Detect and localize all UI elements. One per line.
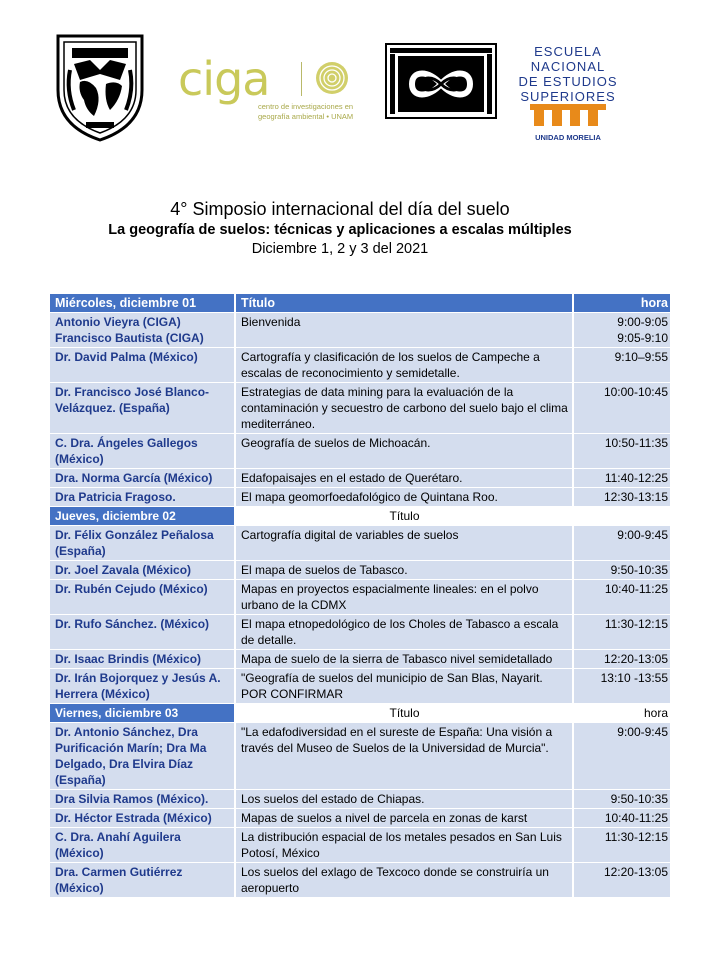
time-cell: 10:40-11:25 [572, 580, 670, 614]
day2-col-title: Título [234, 507, 572, 525]
speaker-cell: Dr. Joel Zavala (México) [55, 563, 192, 577]
time-cell: 12:20-13:05 [572, 650, 670, 668]
ciga-logo [178, 54, 378, 124]
day1-col-title: Título [234, 294, 572, 312]
table-row [50, 790, 670, 809]
talk-title-cell: Los suelos del exlago de Texcoco donde se construiría un aeropuerto [234, 863, 572, 897]
enes-line-2: NACIONAL [530, 59, 606, 74]
time-cell: 9:00-9:45 [572, 723, 670, 789]
speaker-cell: Dr. Irán Bojorquez y Jesús A. Herrera (México) [55, 671, 221, 701]
day3-header-row [50, 704, 670, 723]
time-cell: 13:10 -13:55 [572, 669, 670, 703]
table-row [50, 348, 670, 383]
time-cell: 10:00-10:45 [572, 383, 670, 433]
event-dates: Diciembre 1, 2 y 3 del 2021 [251, 241, 429, 257]
speaker-cell: Dr. Rubén Cejudo (México) [55, 582, 208, 596]
talk-title-cell: Mapa de suelo de la sierra de Tabasco nivel semidetallado [234, 650, 572, 668]
talk-title-cell: Mapas en proyectos espacialmente lineales: en el polvo urbano de la CDMX [234, 580, 572, 614]
talk-title-cell: Estrategias de data mining para la evaluación de la contaminación y secuestro de carbono del suelo bajo el clima mediterráneo. [234, 383, 572, 433]
logo-bar [0, 0, 720, 160]
speaker-cell: Dr. Rufo Sánchez. (México) [55, 617, 210, 631]
time-cell: 11:30-12:15 [572, 828, 670, 862]
speaker-cell: Dr. Isaac Brindis (México) [55, 652, 202, 666]
talk-title-cell: El mapa etnopedológico de los Choles de Tabasco a escala de detalle. [234, 615, 572, 649]
talk-title-cell: Geografía de suelos de Michoacán. [234, 434, 572, 468]
day2-col-time [572, 507, 670, 525]
talk-title-cell: "La edafodiversidad en el sureste de España: Una visión a través del Museo de Suelos de la Universidad de Murcia". [234, 723, 572, 789]
time-cell: 12:20-13:05 [572, 863, 670, 897]
speaker-cell: Dr. Héctor Estrada (México) [55, 811, 212, 825]
talk-title-cell: El mapa de suelos de Tabasco. [234, 561, 572, 579]
schedule-table [50, 294, 670, 898]
day3-label: Viernes, diciembre 03 [55, 706, 179, 720]
table-row [50, 383, 670, 434]
speaker-cell: Dra. Norma García (México) [55, 471, 213, 485]
day3-col-title: Título [234, 704, 572, 722]
time-cell [572, 313, 670, 347]
speaker-cell: Antonio Vieyra (CIGA) Francisco Bautista (CIGA) [55, 315, 204, 345]
table-row [50, 526, 670, 561]
table-row [50, 488, 670, 507]
speaker-cell: C. Dra. Ángeles Gallegos (México) [55, 436, 198, 466]
time-cell: 9:00-9:45 [572, 526, 670, 560]
amc-logo [384, 42, 498, 120]
table-row [50, 723, 670, 790]
ciga-fingerprint-icon [314, 60, 350, 96]
ciga-wordmark: ciga [178, 52, 270, 106]
table-row [50, 615, 670, 650]
talk-title-cell: Los suelos del estado de Chiapas. [234, 790, 572, 808]
day1-header-row [50, 294, 670, 313]
talk-title-cell: Edafopaisajes en el estado de Querétaro. [234, 469, 572, 487]
time-value: 9:05-9:10 [617, 331, 668, 345]
talk-title-cell: "Geografía de suelos del municipio de San Blas, Nayarit. POR CONFIRMAR [234, 669, 572, 703]
speaker-cell: Dra Patricia Fragoso. [55, 490, 176, 504]
table-row [50, 434, 670, 469]
day2-label: Jueves, diciembre 02 [55, 509, 176, 523]
enes-columns-icon [530, 104, 606, 128]
talk-title-cell: Mapas de suelos a nivel de parcela en zonas de karst [234, 809, 572, 827]
unam-seal-logo [50, 30, 150, 142]
speaker-cell: Dra Silvia Ramos (México). [55, 792, 209, 806]
time-cell: 9:50-10:35 [572, 790, 670, 808]
talk-title-cell: El mapa geomorfoedafológico de Quintana Roo. [234, 488, 572, 506]
table-row [50, 313, 670, 348]
day3-col-time: hora [572, 704, 670, 722]
speaker-cell: Dr. Francisco José Blanco-Velázquez. (España) [55, 385, 210, 415]
talk-title-cell: Cartografía y clasificación de los suelos de Campeche a escalas de reconocimiento y semidetalle. [234, 348, 572, 382]
time-cell: 9:50-10:35 [572, 561, 670, 579]
talk-title-cell: Bienvenida [234, 313, 572, 347]
speaker-cell: Dra. Carmen Gutiérrez (México) [55, 865, 183, 895]
ciga-caption [258, 102, 388, 122]
table-row [50, 809, 670, 828]
enes-unit: UNIDAD MORELIA [535, 133, 601, 142]
table-row [50, 828, 670, 863]
speaker-cell: Dr. Antonio Sánchez, Dra Purificación Marín; Dra Ma Delgado, Dra Elvira Díaz (España) [55, 725, 207, 787]
talk-title-cell: La distribución espacial de los metales pesados en San Luis Potosí, México [234, 828, 572, 862]
time-value: 9:00-9:05 [617, 315, 668, 329]
enes-line-1: ESCUELA [534, 44, 602, 59]
event-title: 4° Simposio internacional del día del suelo [170, 199, 510, 219]
time-cell: 11:30-12:15 [572, 615, 670, 649]
talk-title-cell: Cartografía digital de variables de suelos [234, 526, 572, 560]
speaker-cell: Dr. Félix González Peñalosa (España) [55, 528, 214, 558]
time-cell: 12:30-13:15 [572, 488, 670, 506]
time-cell: 10:40-11:25 [572, 809, 670, 827]
event-subtitle: La geografía de suelos: técnicas y aplicaciones a escalas múltiples [108, 222, 572, 238]
day1-label: Miércoles, diciembre 01 [55, 296, 197, 310]
ciga-caption-line2: geografía ambiental • UNAM [258, 112, 354, 121]
speaker-cell: C. Dra. Anahí Aguilera (México) [55, 830, 181, 860]
ciga-separator [301, 62, 302, 96]
ciga-caption-line1: centro de investigaciones en [258, 102, 354, 111]
table-row [50, 863, 670, 898]
table-row [50, 669, 670, 704]
speaker-cell: Dr. David Palma (México) [55, 350, 198, 364]
table-row [50, 469, 670, 488]
enes-line-3: DE ESTUDIOS [518, 74, 618, 89]
enes-logo [518, 44, 618, 144]
table-row [50, 580, 670, 615]
time-cell: 10:50-11:35 [572, 434, 670, 468]
table-row [50, 650, 670, 669]
time-cell: 11:40-12:25 [572, 469, 670, 487]
enes-line-4: SUPERIORES [520, 89, 616, 104]
time-cell: 9:10–9:55 [572, 348, 670, 382]
day2-header-row [50, 507, 670, 526]
day1-col-time: hora [572, 294, 670, 312]
table-row [50, 561, 670, 580]
